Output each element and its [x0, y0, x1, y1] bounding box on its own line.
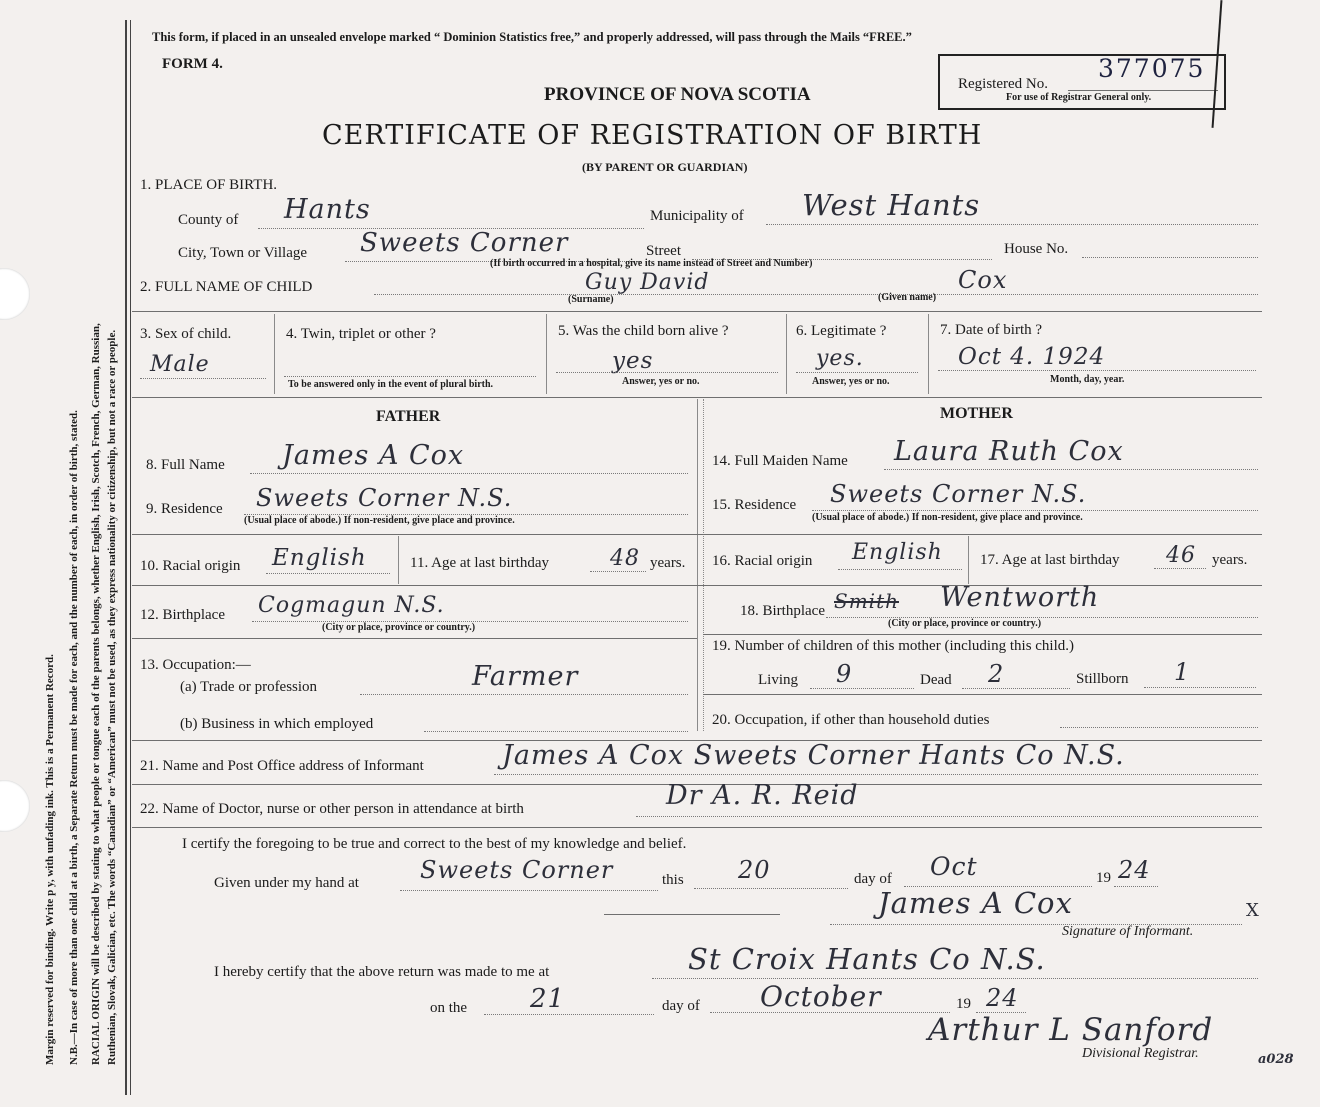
legitimate-value: yes. — [816, 346, 864, 371]
municipality-label: Municipality of — [650, 208, 744, 224]
stillborn-label: Stillborn — [1076, 671, 1129, 687]
registrar-caption: Divisional Registrar. — [1082, 1046, 1199, 1061]
father-residence-label: 9. Residence — [146, 501, 223, 517]
registrar-signature: Arthur L Sanford — [928, 1012, 1214, 1048]
hospital-note: (If birth occurred in a hospital, give its name instead of Street and Number) — [490, 258, 813, 269]
dob-note: Month, day, year. — [1050, 374, 1125, 385]
living-label: Living — [758, 672, 798, 688]
father-birthplace-value: Cogmagun N.S. — [258, 593, 445, 618]
mother-name-value: Laura Ruth Cox — [894, 436, 1124, 467]
given-year-prefix: 19 — [1096, 870, 1111, 886]
informant-x-mark: X — [1246, 900, 1260, 921]
mother-race-label: 16. Racial origin — [712, 553, 813, 569]
twin-note: To be answered only in the event of plural birth. — [288, 379, 494, 390]
father-age-value: 48 — [610, 546, 640, 571]
father-age-line — [590, 571, 646, 572]
registrar-year-suffix: 24 — [986, 984, 1019, 1012]
registrar-day-of-label: day of — [662, 998, 700, 1014]
mother-heading: MOTHER — [940, 405, 1013, 422]
father-residence-value: Sweets Corner N.S. — [256, 484, 513, 512]
father-race-line — [266, 573, 390, 574]
stillborn-value: 1 — [1174, 658, 1191, 686]
given-day-of-label: day of — [854, 871, 892, 887]
stillborn-line — [1144, 687, 1256, 688]
mother-age-label: 17. Age at last birthday — [980, 552, 1120, 568]
father-business-label: (b) Business in which employed — [180, 716, 374, 732]
place-of-birth-label: 1. PLACE OF BIRTH. — [140, 177, 278, 193]
given-month-value: Oct — [930, 852, 978, 881]
mother-birthplace-value: Wentworth — [940, 582, 1100, 613]
child-surname: Cox — [958, 266, 1008, 294]
street-label: Street — [646, 243, 681, 259]
margin-border-line — [125, 20, 127, 1095]
registrar-month-value: October — [760, 980, 882, 1013]
parents-divider — [697, 399, 698, 731]
mother-age-line — [1154, 568, 1206, 569]
father-heading: FATHER — [376, 408, 441, 425]
informant-line — [494, 774, 1258, 775]
father-trade-line — [360, 694, 688, 695]
dob-label: 7. Date of birth ? — [940, 322, 1043, 338]
margin-note-1: Margin reserved for binding. Write p y, with unfading ink. This is a Permanent Record. — [44, 654, 56, 1065]
house-label: House No. — [1004, 241, 1069, 257]
mother-name-line — [884, 469, 1258, 470]
dob-value: Oct 4. 1924 — [958, 344, 1106, 370]
binding-hole-bottom — [0, 780, 30, 832]
col-divider-5 — [786, 314, 787, 394]
sex-value: Male — [150, 352, 210, 377]
registrar-note: a028 — [1258, 1052, 1294, 1067]
father-residence-note: (Usual place of abode.) If non-resident, give place and province. — [244, 515, 515, 526]
child-given-name: Guy David — [585, 270, 710, 295]
margin-note-4: Ruthenian, Slovak, Galician, etc. The words “Canadian” or “American” must not be used, as they express nationality or citizenship, but not a race or people. — [106, 329, 118, 1065]
col-divider-3 — [274, 314, 275, 394]
father-birthplace-label: 12. Birthplace — [140, 607, 225, 623]
father-age-label: 11. Age at last birthday — [410, 555, 549, 571]
registrar-use-note: For use of Registrar General only. — [1006, 92, 1152, 103]
mother-race-value: English — [852, 540, 943, 565]
mother-birthplace-struck: Smith — [834, 589, 899, 613]
city-label: City, Town or Village — [178, 245, 308, 261]
mother-occupation-line — [1060, 727, 1258, 728]
certify-statement: I certify the foregoing to be true and correct to the best of my knowledge and belief. — [182, 836, 687, 852]
municipality-value: West Hants — [802, 188, 981, 222]
page-title: CERTIFICATE OF REGISTRATION OF BIRTH — [322, 120, 983, 151]
father-trade-value: Farmer — [472, 661, 579, 692]
margin-note-2: N.B.—In case of more than one child at a birth, a Separate Return must be made for each, and the number of each, in order of birth, stated. — [68, 410, 80, 1065]
given-place-line — [400, 890, 658, 891]
doctor-line — [636, 816, 1258, 817]
given-day-line — [694, 888, 848, 889]
registered-number: 377075 — [1098, 54, 1206, 83]
father-race-label: 10. Racial origin — [140, 558, 241, 574]
col-divider-6 — [928, 314, 929, 394]
mother-race-divider — [968, 536, 969, 584]
this-label: this — [662, 872, 684, 888]
given-place-value: Sweets Corner — [420, 856, 614, 884]
child-name-label: 2. FULL NAME OF CHILD — [140, 279, 313, 295]
binding-hole-top — [0, 268, 30, 320]
row-divider-6 — [703, 694, 1262, 695]
house-line — [1082, 257, 1258, 258]
sex-line — [140, 378, 266, 379]
dead-value: 2 — [988, 660, 1005, 688]
mother-years-label: years. — [1212, 552, 1248, 568]
alive-label: 5. Was the child born alive ? — [558, 323, 729, 339]
row-divider-1 — [132, 311, 1262, 312]
children-count-label: 19. Number of children of this mother (including this child.) — [712, 638, 1075, 654]
row-divider-9 — [132, 827, 1262, 828]
given-name-caption: (Given name) — [878, 292, 937, 303]
mother-race-line — [838, 569, 962, 570]
child-name-line — [374, 294, 1258, 295]
father-occupation-label: 13. Occupation:— — [140, 657, 251, 673]
mother-residence-value: Sweets Corner N.S. — [830, 480, 1087, 508]
living-line — [810, 688, 914, 689]
legitimate-note: Answer, yes or no. — [812, 376, 890, 387]
col-divider-4 — [546, 314, 547, 394]
given-year-line — [1114, 886, 1158, 887]
dob-line — [938, 370, 1256, 371]
registrar-day-value: 21 — [530, 984, 566, 1014]
alive-value: yes — [612, 348, 654, 374]
row-divider-2 — [132, 397, 1262, 398]
registrar-year-prefix: 19 — [956, 996, 971, 1012]
municipality-line — [766, 224, 1258, 225]
registrar-place-line — [652, 978, 1258, 979]
doctor-label: 22. Name of Doctor, nurse or other person in attendance at birth — [140, 801, 524, 817]
father-business-line — [424, 731, 688, 732]
row-divider-5 — [132, 638, 697, 639]
legitimate-line — [796, 372, 918, 373]
given-year-suffix: 24 — [1118, 856, 1151, 884]
registered-line — [1068, 90, 1218, 91]
city-value: Sweets Corner — [360, 228, 569, 258]
margin-note-3: RACIAL ORIGIN will be described by stating to what people or tongue each of the parents belongs, whether English, Irish, Scotch, French, German, Russian, — [90, 323, 102, 1065]
page-subtitle: (BY PARENT OR GUARDIAN) — [582, 160, 748, 174]
mother-occupation-label: 20. Occupation, if other than household duties — [712, 712, 990, 728]
mother-birthplace-label: 18. Birthplace — [740, 603, 825, 619]
surname-caption: (Surname) — [568, 294, 614, 305]
mother-residence-label: 15. Residence — [712, 497, 797, 513]
mother-age-value: 46 — [1166, 543, 1196, 568]
father-race-divider — [398, 536, 399, 584]
province-title: PROVINCE OF NOVA SCOTIA — [544, 84, 811, 105]
father-race-value: English — [272, 545, 367, 571]
mother-residence-line — [812, 510, 1258, 511]
registrar-statement: I hereby certify that the above return was made to me at — [214, 964, 550, 980]
twin-label: 4. Twin, triplet or other ? — [286, 326, 436, 342]
form-number: FORM 4. — [162, 56, 223, 72]
informant-signature-caption: Signature of Informant. — [1062, 924, 1194, 939]
mother-residence-note: (Usual place of abode.) If non-resident, give place and province. — [812, 512, 1083, 523]
sex-label: 3. Sex of child. — [140, 326, 232, 342]
given-day-value: 20 — [738, 856, 771, 884]
informant-label: 21. Name and Post Office address of Informant — [140, 758, 424, 774]
mother-name-label: 14. Full Maiden Name — [712, 453, 848, 469]
registrar-place-value: St Croix Hants Co N.S. — [688, 942, 1046, 976]
dead-line — [962, 688, 1070, 689]
registrar-month-line — [710, 1012, 950, 1013]
county-label: County of — [178, 212, 239, 228]
alive-line — [556, 372, 778, 373]
row-divider-5b — [703, 634, 1262, 635]
father-birthplace-note: (City or place, province or country.) — [322, 622, 476, 633]
father-name-label: 8. Full Name — [146, 457, 225, 473]
alive-note: Answer, yes or no. — [622, 376, 700, 387]
father-name-line — [250, 473, 688, 474]
registered-label: Registered No. — [958, 76, 1048, 92]
given-under-hand-label: Given under my hand at — [214, 875, 359, 891]
father-name-value: James A Cox — [282, 440, 465, 471]
registrar-on-label: on the — [430, 1000, 468, 1016]
father-years-label: years. — [650, 555, 686, 571]
doctor-value: Dr A. R. Reid — [666, 780, 859, 811]
legitimate-label: 6. Legitimate ? — [796, 323, 887, 339]
informant-signature: James A Cox — [878, 886, 1073, 920]
father-trade-label: (a) Trade or profession — [180, 679, 318, 695]
informant-value: James A Cox Sweets Corner Hants Co N.S. — [502, 740, 1125, 771]
twin-line — [284, 376, 536, 377]
registrar-day-line — [484, 1014, 654, 1015]
margin-border-line-inner — [130, 20, 131, 1095]
dead-label: Dead — [920, 672, 952, 688]
row-divider-3 — [132, 534, 1262, 535]
mail-note: This form, if placed in an unsealed envelope marked “ Dominion Statistics free,” and properly addressed, will pass through the Mails “FREE.” — [152, 30, 912, 44]
county-value: Hants — [284, 194, 371, 225]
parents-divider-dotted — [703, 399, 704, 731]
living-value: 9 — [836, 660, 853, 688]
mother-birthplace-note: (City or place, province or country.) — [888, 618, 1042, 629]
informant-sig-underline-left — [604, 914, 780, 915]
